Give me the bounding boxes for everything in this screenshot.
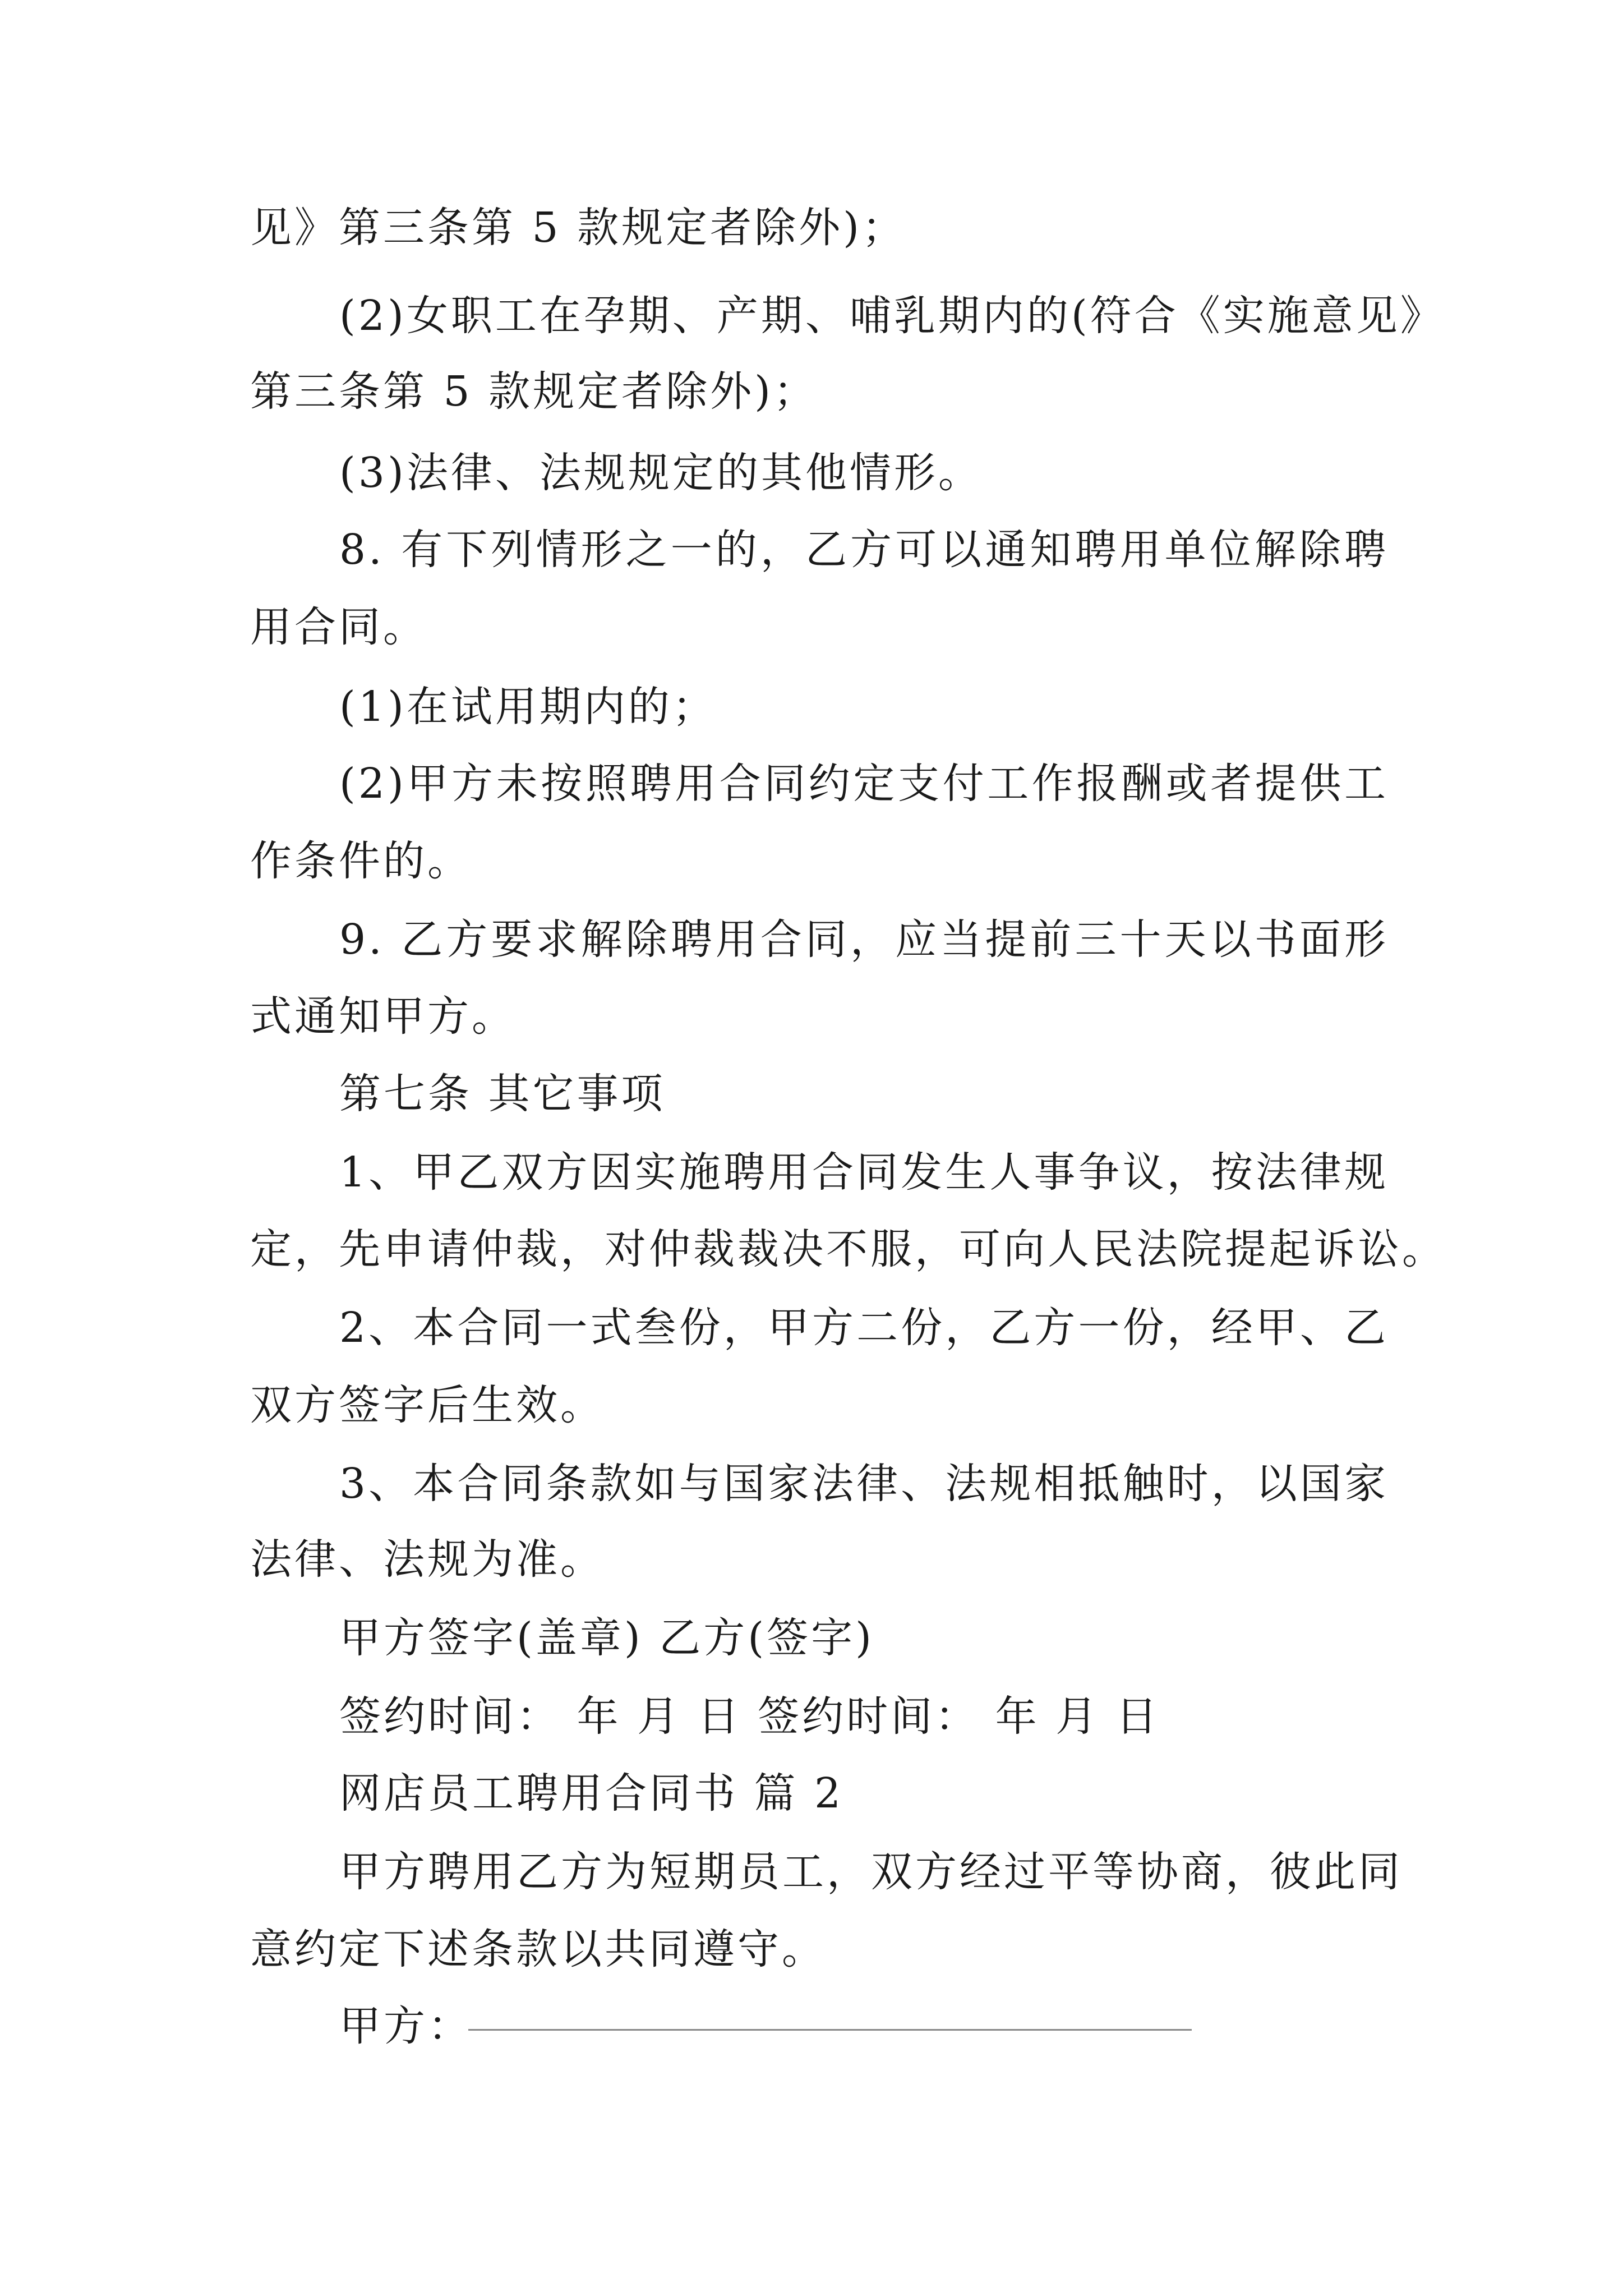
text-line: 双方签字后生效。 [250, 1381, 605, 1429]
text-line: (2)甲方未按照聘用合同约定支付工作报酬或者提供工 [339, 760, 1389, 808]
section-heading: 第七条 其它事项 [339, 1070, 666, 1118]
text-line: 法律、法规为准。 [250, 1535, 605, 1584]
text-line: 意约定下述条款以共同遵守。 [250, 1925, 826, 1973]
text-line: 式通知甲方。 [250, 992, 516, 1041]
text-line: (1)在试用期内的； [339, 683, 717, 731]
text-line: 2、本合同一式叁份，甲方二份，乙方一份，经甲、乙 [339, 1304, 1389, 1352]
text-line: 作条件的。 [250, 837, 472, 885]
date-line: 签约时间： 年 月 日 签约时间： 年 月 日 [339, 1692, 1160, 1741]
text-line: 8. 有下列情形之一的，乙方可以通知聘用单位解除聘 [339, 526, 1389, 574]
text-line: 9. 乙方要求解除聘用合同，应当提前三十天以书面形 [339, 915, 1389, 964]
signature-line: 甲方签字(盖章) 乙方(签字) [339, 1614, 875, 1662]
text-line: (2)女职工在孕期、产期、哺乳期内的(符合《实施意见》 [339, 292, 1445, 340]
text-line: 定，先申请仲裁，对仲裁裁决不服，可向人民法院提起诉讼。 [250, 1225, 1446, 1273]
text-line: 见》第三条第 5 款规定者除外)； [250, 204, 906, 252]
party-a-label: 甲方： [339, 2002, 472, 2050]
text-line: 3、本合同条款如与国家法律、法规相抵触时，以国家 [339, 1460, 1389, 1508]
text-line: 第三条第 5 款规定者除外)； [250, 367, 818, 416]
text-line: 1、甲乙双方因实施聘用合同发生人事争议，按法律规 [339, 1148, 1389, 1197]
text-line: 甲方聘用乙方为短期员工，双方经过平等协商，彼此同 [339, 1848, 1403, 1896]
fill-in-blank-line [468, 2029, 1192, 2031]
section-title: 网店员工聘用合同书 篇 2 [339, 1769, 844, 1818]
text-line: 用合同。 [250, 603, 427, 651]
text-line: (3)法律、法规规定的其他情形。 [339, 449, 983, 497]
